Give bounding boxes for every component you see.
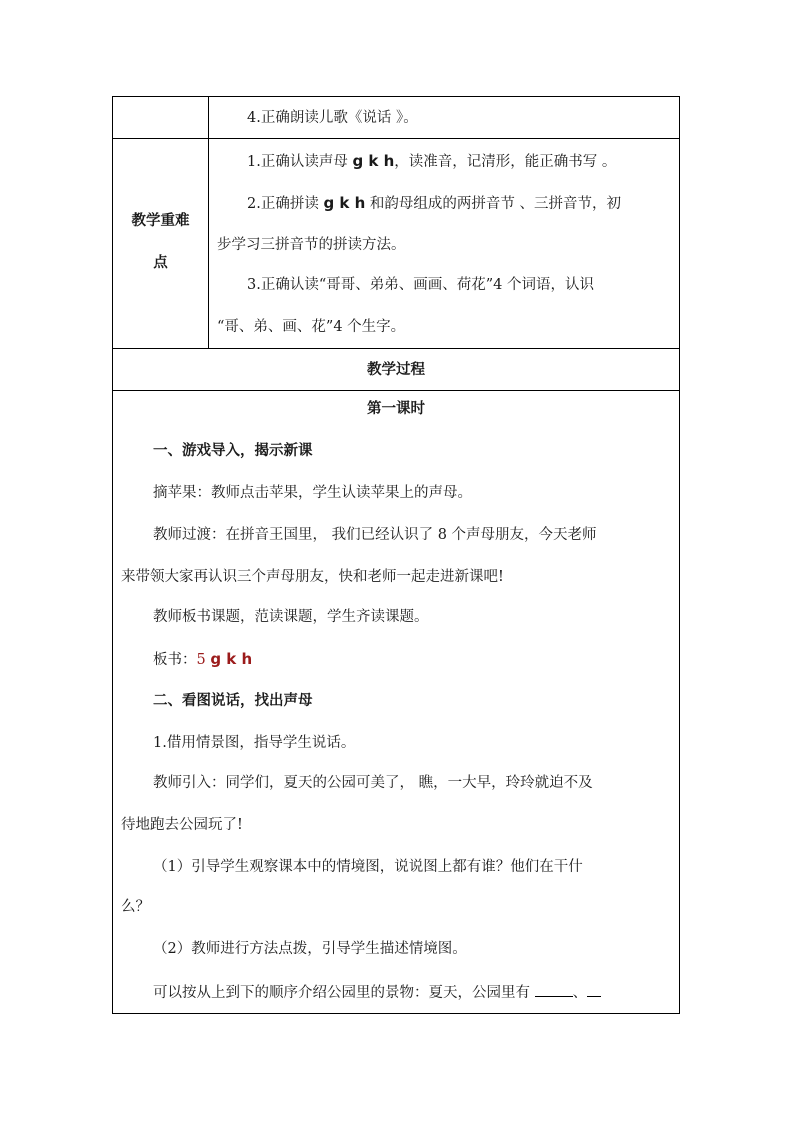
objective-content-cell xyxy=(209,97,679,138)
lesson-plan-table xyxy=(112,96,680,1014)
paragraph-intro: 教师引入：同学们，夏天的公园可美了， 瞧，一大早，玲玲就迫不及 xyxy=(153,775,593,791)
difficulty-label-line1: 教学重难 xyxy=(131,213,190,229)
difficulty-label-cell xyxy=(113,139,209,348)
difficulty-content-cell xyxy=(209,139,679,348)
section-1-title: 一、游戏导入，揭示新课 xyxy=(153,443,313,459)
paragraph-board: 教师板书课题，范读课题，学生齐读课题。 xyxy=(153,609,429,625)
paragraph-apple: 摘苹果：教师点击苹果，学生认读苹果上的声母。 xyxy=(153,485,472,501)
paragraph-guide-1: （1）引导学生观察课本中的情境图，说说图上都有谁？他们在干什 xyxy=(153,859,583,875)
period-title: 第一课时 xyxy=(367,401,425,417)
paragraph-step-1: 1.借用情景图，指导学生说话。 xyxy=(153,735,356,751)
objective-row xyxy=(113,97,679,139)
difficulty-item-3: 3.正确认读“哥哥、弟弟、画画、荷花”4 个词语，认识 xyxy=(247,277,594,293)
process-title: 教学过程 xyxy=(367,362,425,378)
board-number: 5 xyxy=(196,652,211,668)
board-line xyxy=(153,649,252,670)
paragraph-transition: 教师过渡：在拼音王国里， 我们已经认识了 8 个声母朋友，今天老师 xyxy=(153,527,597,543)
pinyin-gkh: g k h xyxy=(352,152,395,170)
difficulty-item-1: 1.正确认读声母 g k h，读准音，记清形，能正确书写 。 xyxy=(247,152,617,170)
objective-label-cell xyxy=(113,97,209,138)
fill-blank xyxy=(587,981,601,997)
lesson-body-row xyxy=(113,391,679,1013)
paragraph-order: 可以按从上到下的顺序介绍公园里的景物：夏天，公园里有 、 xyxy=(153,981,601,1003)
pinyin-gkh: g k h xyxy=(323,194,366,212)
difficulty-row xyxy=(113,139,679,349)
paragraph-transition-cont: 来带领大家再认识三个声母朋友，快和老师一起走进新课吧! xyxy=(121,569,504,585)
process-header-row xyxy=(113,349,679,391)
difficulty-label-line2: 点 xyxy=(153,255,168,271)
difficulty-item-2: 2.正确拼读 g k h 和韵母组成的两拼音节 、三拼音节，初 xyxy=(247,194,622,212)
board-label: 板书： xyxy=(153,652,197,668)
paragraph-guide-2: （2）教师进行方法点拨，引导学生描述情境图。 xyxy=(153,941,467,957)
difficulty-item-3-cont: “哥、弟、画、花”4 个生字。 xyxy=(217,319,406,335)
board-pinyin: g k h xyxy=(210,650,253,668)
paragraph-intro-cont: 待地跑去公园玩了! xyxy=(121,817,243,833)
section-2-title: 二、看图说话，找出声母 xyxy=(153,693,313,709)
difficulty-item-2-cont: 步学习三拼音节的拼读方法。 xyxy=(217,237,406,253)
paragraph-guide-1-cont: 么？ xyxy=(121,899,150,915)
fill-blank xyxy=(535,981,573,997)
objective-4-text: 4.正确朗读儿歌《说话 》。 xyxy=(247,110,418,126)
